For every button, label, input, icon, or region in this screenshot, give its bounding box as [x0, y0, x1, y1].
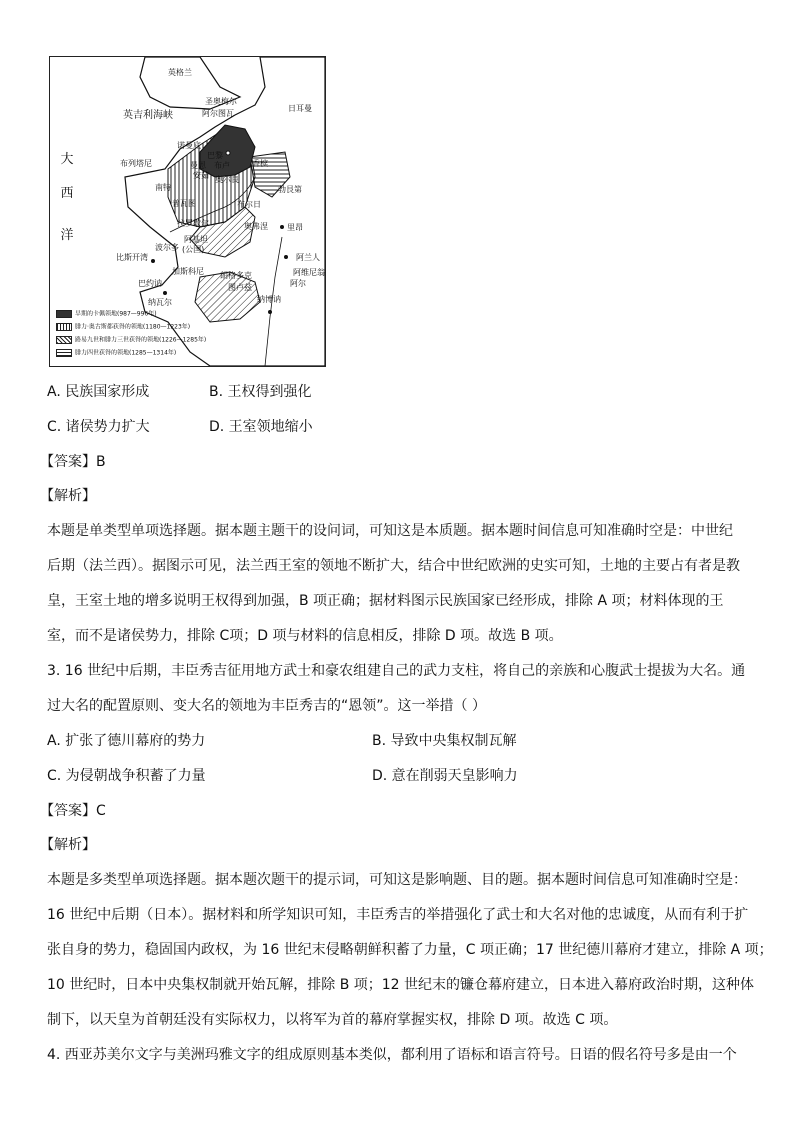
- q3-analysis-line: 张自身的势力，稳固国内政权，为 16 世纪末侵略朝鲜积蓄了力量，C 项正确；17 世纪德川幕府才建立，排除 A 项；: [47, 942, 773, 958]
- q2-analysis-heading: 【解析】: [40, 488, 96, 504]
- ocean-label-3: 洋: [60, 228, 74, 243]
- q3-option-a: A. 扩张了德川幕府的势力: [47, 733, 206, 749]
- label-toulouse: 图卢兹: [228, 283, 252, 292]
- label-burgundy: 勃艮第: [278, 185, 302, 194]
- label-bourges: 布尔日: [237, 200, 261, 209]
- label-brittany: 布列塔尼: [120, 159, 152, 168]
- q2-option-a: A. 民族国家形成: [47, 384, 150, 400]
- label-biscay: 比斯开湾: [116, 253, 148, 262]
- legend-item-philip-iv: 腓力四世获得的领地(1285—1314年): [56, 349, 176, 357]
- label-alps: 阿兰人: [296, 253, 320, 262]
- label-gascony: 加斯科尼: [172, 267, 204, 276]
- ocean-label-1: 大: [60, 152, 74, 167]
- label-st-omer: 圣奥梅尔: [205, 97, 237, 106]
- label-bayonne: 巴约讷: [138, 279, 162, 288]
- q3-analysis-line: 本题是多类型单项选择题。据本题次题干的提示词，可知这是影响题、目的题。据本题时间信息可知准确时空是：: [47, 872, 747, 888]
- label-auvergne: 奥弗涅: [244, 222, 268, 231]
- label-avignon: 阿维尼翁: [293, 268, 325, 277]
- map-graphic: [50, 57, 325, 366]
- legend-swatch-diagonal: [56, 336, 72, 344]
- label-maine: 曼恩: [190, 161, 206, 170]
- label-anjou: 安茹: [193, 171, 209, 180]
- label-channel: 英吉利海峡: [123, 110, 173, 121]
- label-orleans: 奥尔良: [215, 175, 239, 184]
- q3-analysis-heading: 【解析】: [40, 837, 96, 853]
- q2-answer: 【答案】B: [40, 454, 106, 470]
- label-aquitaine-duchy: (公国): [182, 245, 205, 254]
- label-arles: 阿尔: [290, 279, 306, 288]
- q3-analysis-line: 10 世纪时，日本中央集权制就开始瓦解，排除 B 项；12 世纪末的镰仓幕府建立，日本进入幕府政治时期，这种体: [47, 977, 755, 993]
- label-normandy: 诺曼底: [177, 141, 201, 150]
- q2-analysis-line: 后期（法兰西）。据图示可见，法兰西王室的领地不断扩大，结合中世纪欧洲的史实可知，土地的主要占有者是教: [47, 558, 740, 574]
- q3-analysis-line: 制下，以天皇为首朝廷没有实际权力，以将军为首的幕府掌握实权，排除 D 项。故选 C 项。: [47, 1012, 618, 1028]
- label-germany: 日耳曼: [288, 104, 312, 113]
- label-navarre: 纳瓦尔: [148, 298, 172, 307]
- label-poitou: 普瓦图: [172, 199, 196, 208]
- q3-stem-line: 3. 16 世纪中后期，丰臣秀吉征用地方武士和豪农组建自己的武力支柱，将自己的亲族和心腹武士提拔为大名。通: [47, 663, 746, 679]
- legend-item-louis-ix: 路易九世和腓力三世获得的领地(1226—1285年): [56, 336, 206, 344]
- q3-option-c: C. 为侵朝战争积蓄了力量: [47, 768, 206, 784]
- label-bordeaux: 波尔多: [155, 243, 179, 252]
- legend-swatch-vertical: [56, 323, 72, 331]
- label-languedoc: 朗格多克: [220, 271, 252, 280]
- label-champagne: 香槟: [252, 159, 268, 168]
- q2-option-d: D. 王室领地缩小: [209, 419, 313, 435]
- legend-item-philip-augustus: 腓力·奥古斯都获得的领地(1180—1223年): [56, 323, 190, 331]
- label-aquitaine: 阿基坦: [184, 235, 208, 244]
- label-la-rochelle: 拉罗歇尔: [177, 219, 209, 228]
- legend-swatch-horizontal: [56, 349, 72, 357]
- legend-swatch-dark: [56, 310, 72, 318]
- legend-item-early-capetian: 早期的卡佩领地(987—996年): [56, 310, 157, 318]
- q2-option-b: B. 王权得到强化: [209, 384, 312, 400]
- q3-analysis-line: 16 世纪中后期（日本）。据材料和所学知识可知，丰臣秀吉的举措强化了武士和大名对他的忠诚度，从而有利于扩: [47, 907, 749, 923]
- q3-stem-line: 过大名的配置原则、变大名的领地为丰臣秀吉的“恩领”。这一举措（ ）: [47, 698, 486, 714]
- label-england: 英格兰: [168, 68, 192, 77]
- label-blois: 布卢: [214, 161, 230, 170]
- france-map-figure: [49, 56, 326, 367]
- ocean-label-2: 西: [60, 186, 74, 201]
- q2-analysis-line: 室，而不是诸侯势力，排除 C项；D 项与材料的信息相反，排除 D 项。故选 B 项。: [47, 628, 563, 644]
- q3-option-b: B. 导致中央集权制瓦解: [372, 733, 517, 749]
- q3-answer: 【答案】C: [40, 803, 106, 819]
- q3-option-d: D. 意在削弱天皇影响力: [372, 768, 518, 784]
- q2-option-c: C. 诸侯势力扩大: [47, 419, 150, 435]
- label-paris: 巴黎: [207, 151, 223, 160]
- label-narbonne: 纳博讷: [257, 295, 281, 304]
- label-nantes: 南特: [155, 183, 171, 192]
- label-lyon: 里昂: [287, 223, 303, 232]
- q2-analysis-line: 皇，王室土地的增多说明王权得到加强，B 项正确；据材料图示民族国家已经形成，排除 A 项；材料体现的王: [47, 593, 724, 609]
- q4-stem-line: 4. 西亚苏美尔文字与美洲玛雅文字的组成原则基本类似，都利用了语标和语言符号。日语的假名符号多是由一个: [47, 1047, 737, 1063]
- q2-analysis-line: 本题是单类型单项选择题。据本题主题干的设问词，可知这是本质题。据本题时间信息可知准确时空是：中世纪: [47, 523, 733, 539]
- label-artois: 阿尔图瓦: [202, 109, 234, 118]
